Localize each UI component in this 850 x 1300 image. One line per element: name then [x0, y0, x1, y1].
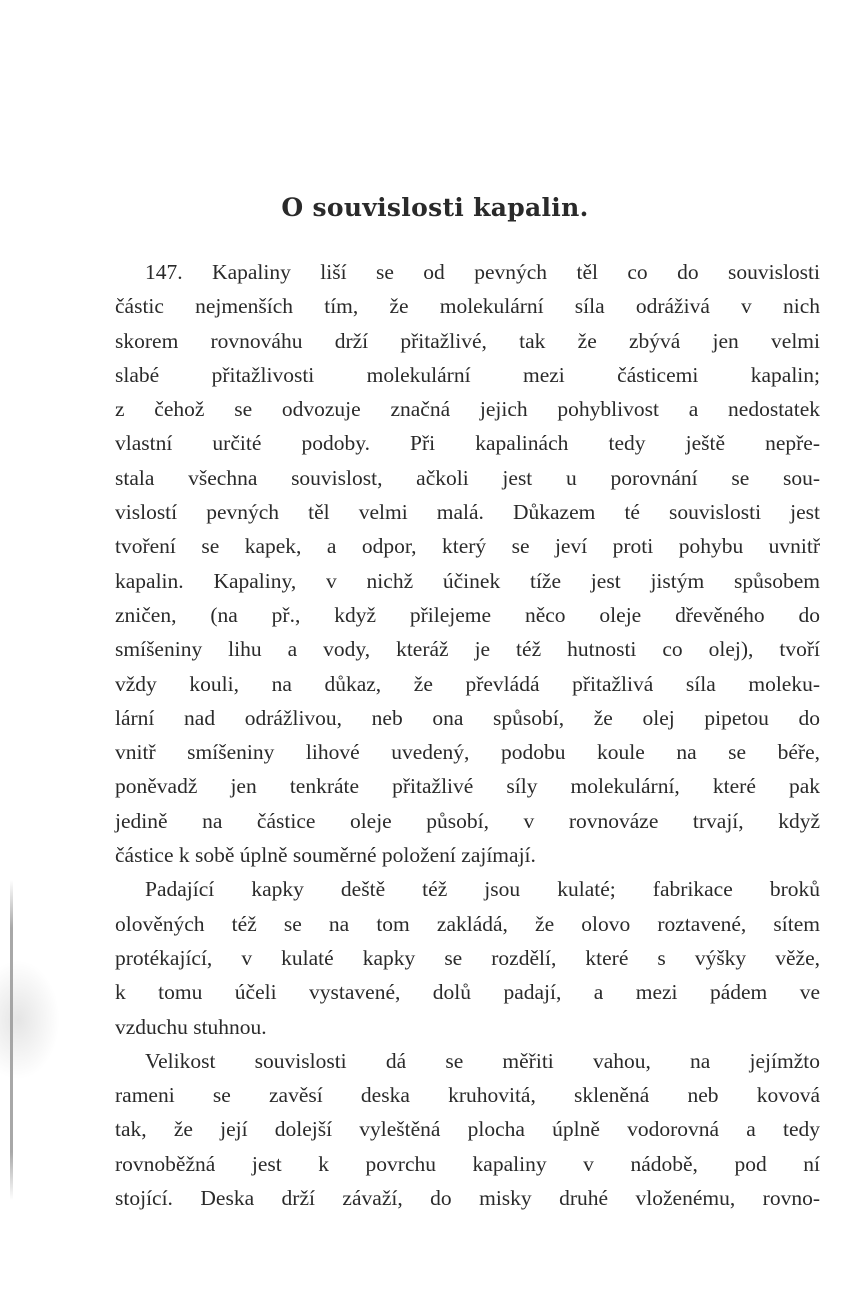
text-line: protékající, v kulaté kapky se rozdělí, které s výšky věže, [115, 945, 820, 970]
text-line: tak, že její dolejší vyleštěná plocha úplně vodorovná a tedy [115, 1117, 820, 1142]
text-line: kapalin. Kapaliny, v nichž účinek tíže jest jistým spůsobem [115, 568, 820, 593]
text-line: stojící. Deska drží závaží, do misky druhé vloženému, rovno- [115, 1186, 820, 1211]
text-line: Velikost souvislosti dá se měřiti vahou, na jejímžto [145, 1048, 820, 1073]
paragraph-147 [115, 255, 820, 872]
paragraph-measurement [115, 1044, 820, 1215]
paragraph-rain-drops [115, 872, 820, 1043]
text-line: smíšeniny lihu a vody, kteráž je též hutnosti co olej), tvoří [115, 637, 820, 662]
text-line: vlastní určité podoby. Při kapalinách tedy ještě nepře- [115, 431, 820, 456]
text-line: rameni se zavěsí deska kruhovitá, skleněná neb kovová [115, 1083, 820, 1108]
text-line: k tomu účeli vystavené, dolů padají, a mezi pádem ve [115, 980, 820, 1005]
text-line: jedině na částice oleje působí, v rovnováze trvají, když [115, 808, 820, 833]
text-line: z čehož se odvozuje značná jejich pohyblivost a nedostatek [115, 397, 820, 422]
text-line: 147. Kapaliny liší se od pevných těl co do souvislosti [145, 260, 820, 284]
text-line: rovnoběžná jest k povrchu kapaliny v nádobě, pod ní [115, 1151, 820, 1176]
text-line: vždy kouli, na důkaz, že převládá přitažlivá síla moleku- [115, 671, 820, 696]
body-text [115, 255, 820, 1215]
page-title: O souvislosti kapalin. [281, 193, 589, 222]
text-line: skorem rovnováhu drží přitažlivé, tak že zbývá jen velmi [115, 328, 820, 353]
text-line: vnitř smíšeniny lihové uvedený, podobu koule na se béře, [115, 740, 820, 765]
text-line: Padající kapky deště též jsou kulaté; fabrikace broků [145, 877, 820, 902]
text-line: tvoření se kapek, a odpor, který se jeví proti pohybu uvnitř [115, 534, 820, 559]
text-line: částice k sobě úplně souměrné položení zajímají. [115, 843, 536, 868]
text-line: lární nad odrážlivou, neb ona spůsobí, že olej pipetou do [115, 705, 820, 730]
text-line: vzduchu stuhnou. [115, 1014, 267, 1039]
text-line: olověných též se na tom zakládá, že olovo roztavené, sítem [115, 911, 820, 936]
text-line: poněvadž jen tenkráte přitažlivé síly molekulární, které pak [115, 774, 820, 799]
text-line: stala všechna souvislost, ačkoli jest u porovnání se sou- [115, 465, 820, 490]
text-line: zničen, (na př., když přilejeme něco oleje dřevěného do [115, 602, 820, 627]
text-line: slabé přitažlivosti molekulární mezi částicemi kapalin; [115, 362, 820, 387]
scan-smudge [0, 960, 60, 1080]
text-line: vislostí pevných těl velmi malá. Důkazem té souvislosti jest [115, 500, 820, 525]
text-line: částic nejmenších tím, že molekulární síla odráživá v nich [115, 294, 820, 319]
